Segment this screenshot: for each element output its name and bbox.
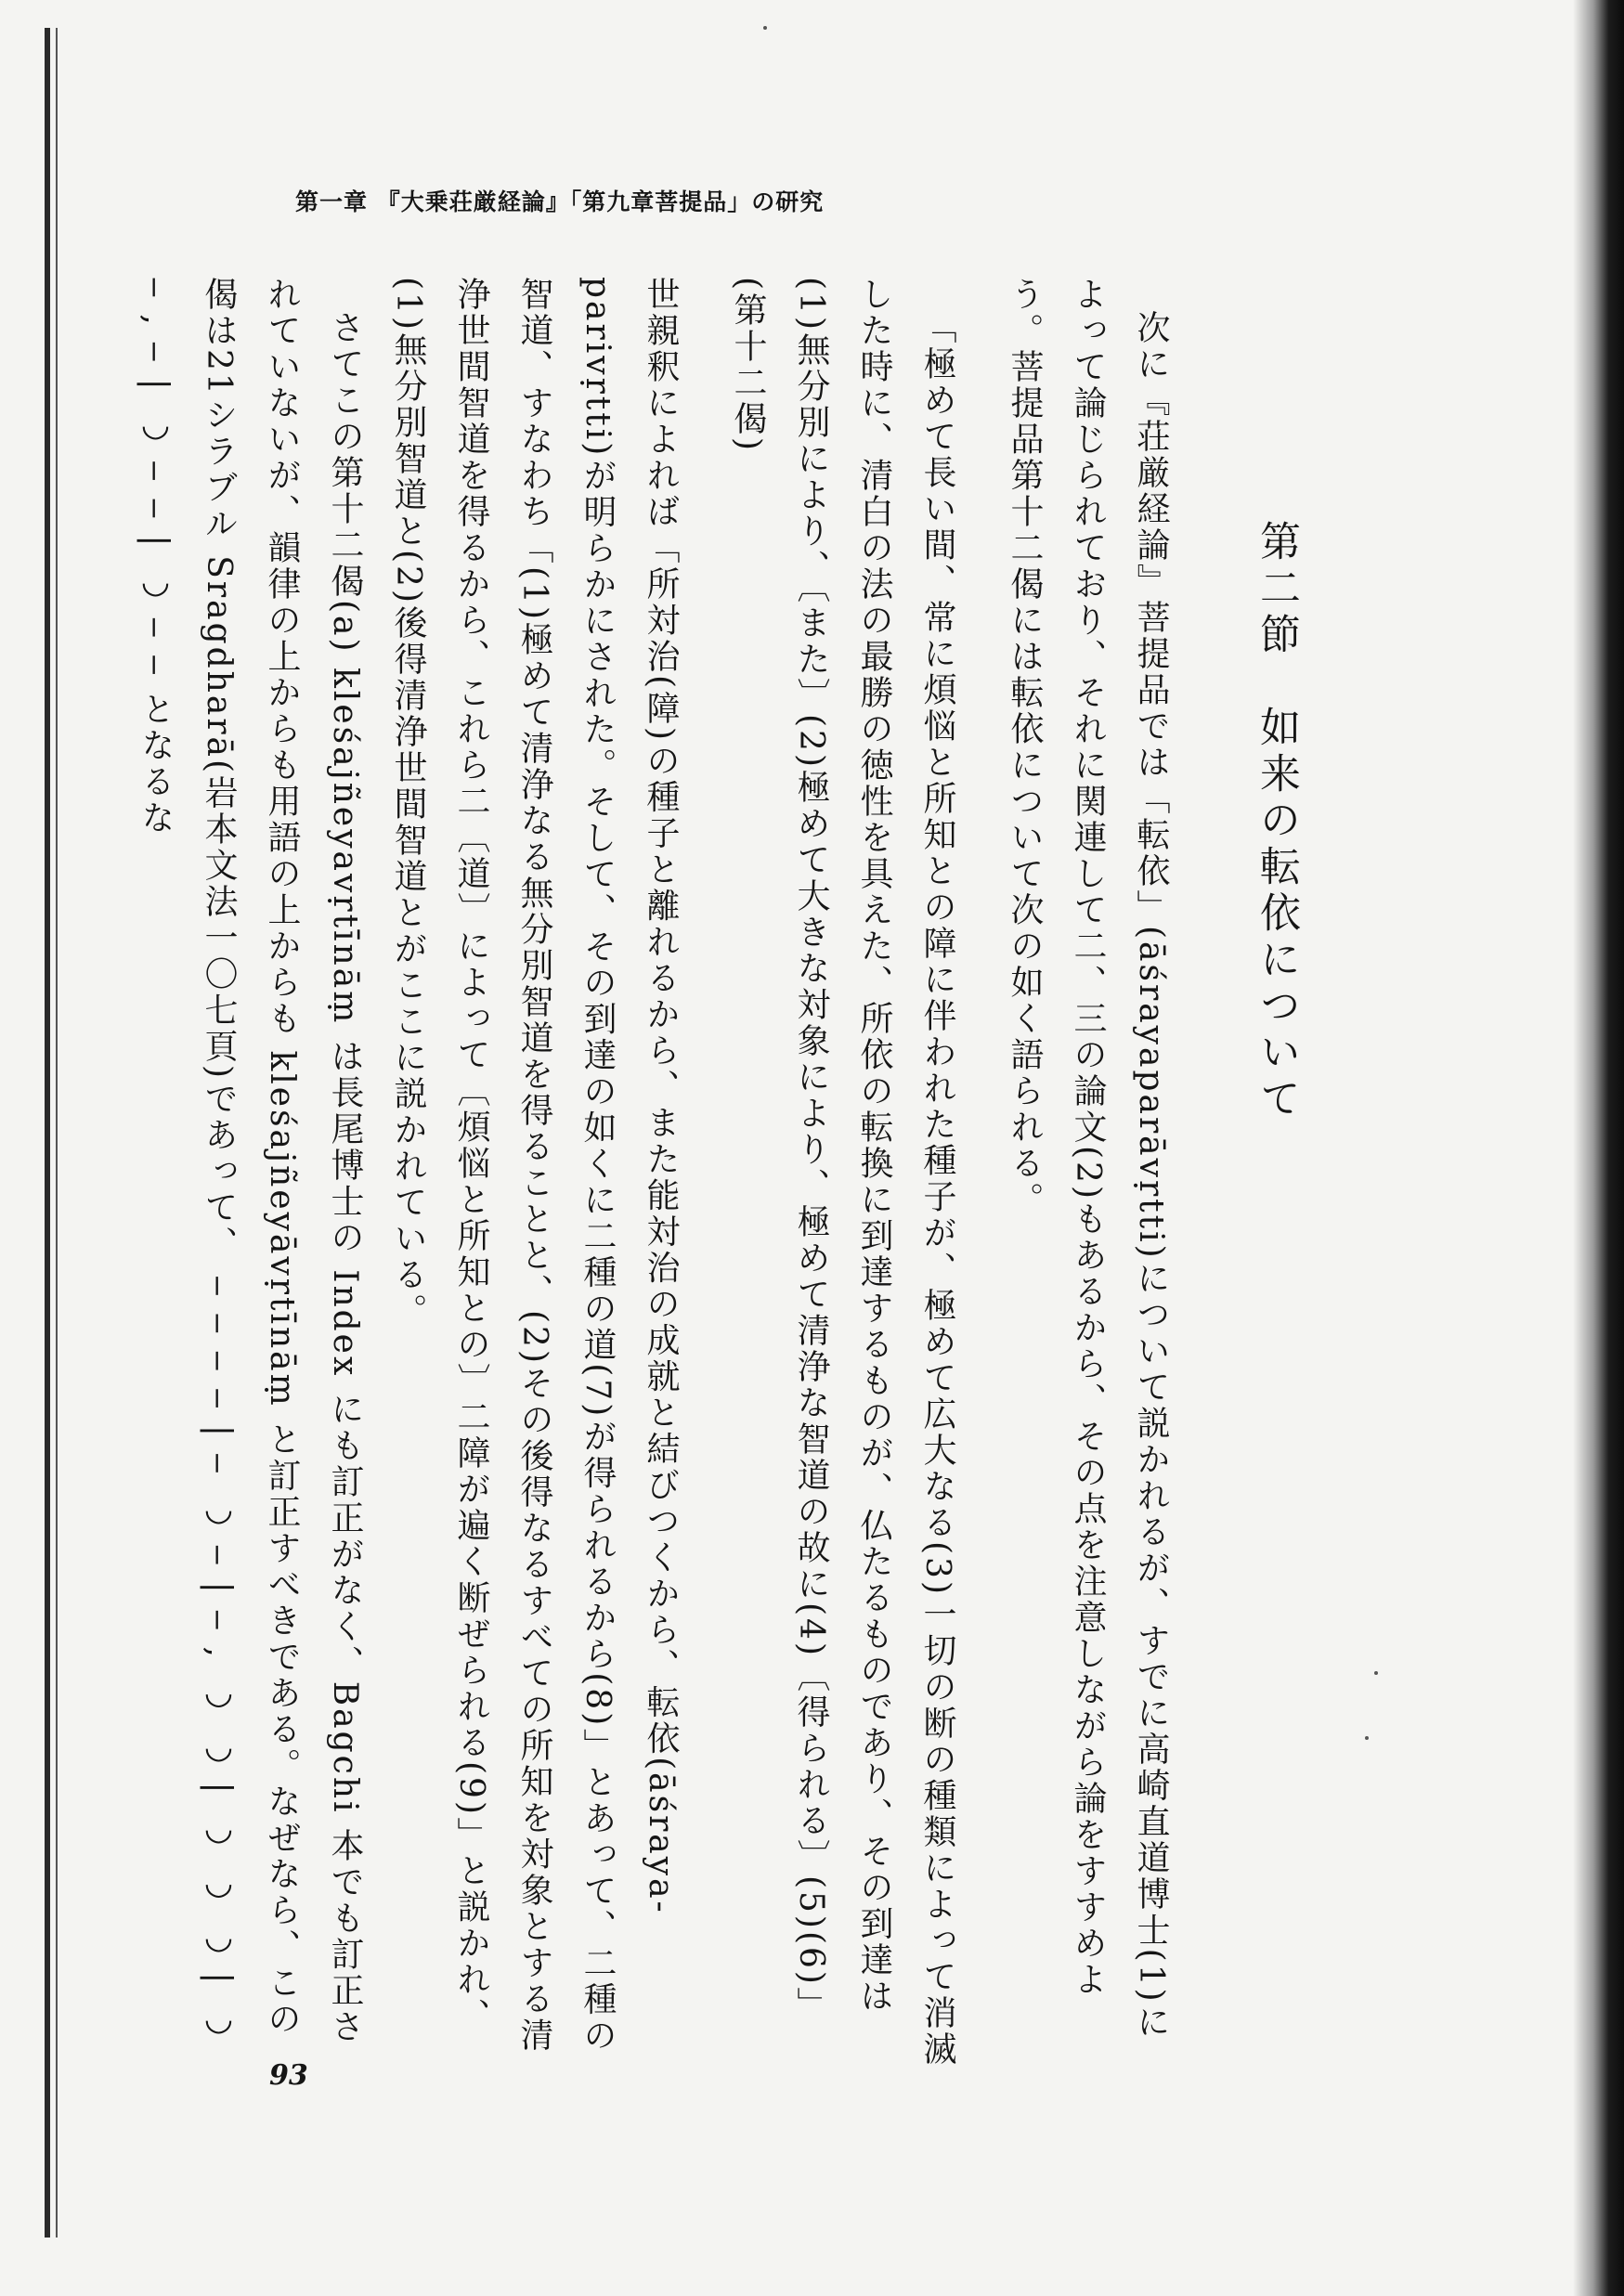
paragraph-3: 世親釈によれば「所対治(障)の種子と離れるから、また能対治の成就と結びつくから、転依(āśraya-parivṛtti)が明らかにされた。そして、その到達の如くに二種の道(7)が得られるから(8)」とあって、二種の智道、すなわち「(1)極めて清浄なる無分別智道を得ることと、(2)その後得なるすべての所知を対象とする清浄世間智道を得るから、これら二〔道〕によって〔煩悩と所知との〕二障が遍く断ぜられる(9)」と説かれ、(1)無分別智道と(2)後得清浄世間智道とがここに説かれている。 (389, 277, 680, 2055)
scan-speck (1365, 1736, 1369, 1740)
scan-speck (1374, 1671, 1378, 1675)
page-number: 93 (269, 2059, 308, 2092)
paragraph-2: 「極めて長い間、常に煩悩と所知との障に伴われた種子が、極めて広大なる(3)一切の断の種類によって消滅した時に、清白の法の最勝の徳性を具えた、所依の転換に到達するものが、仏たるものであり、その到達は(1)無分別により、〔また〕(2)極めて大きな対象により、極めて清浄な智道の故に(4)〔得られる〕(5)(6)」(第十二偈) (729, 277, 956, 2068)
scan-speck (763, 26, 767, 30)
running-header: 第一章 『大乗荘厳経論』「第九章菩提品」の研究 (295, 188, 825, 215)
section-title: 第二節 如来の転依について (1253, 520, 1300, 1123)
binding-edge-line (56, 28, 58, 2238)
body-text (136, 277, 1206, 2069)
paragraph-1: 次に『荘厳経論』菩提品では「転依」(āśrayaparāvṛtti)について説かれるが、すでに高崎直道博士(1)によって論じられており、それに関連して二、三の論文(2)もあるから、その点を注意しながら論をすすめよう。菩提品第十二偈には転依について次の如く語られる。 (1006, 277, 1170, 2041)
paragraph-4: さてこの第十二偈(a) kleśajñeyavṛtīnāṃ は長尾博士の Index にも訂正がなく、Bagchi 本でも訂正されていないが、韻律の上からも用語の上からも kleśajñeyāvṛtīnāṃ と訂正すべきである。なぜなら、この偈は21シラブル Sragdharā(岩本文法一〇七頁)であって、 ‒ ‒ ‒ ‒ | ‒ ◡ ‒ | ‒ , ◡ ◡ | ◡ ◡ ◡ | ◡ ‒ , ‒ | ◡ ‒ ‒ | ◡ ‒ ‒ となるな (136, 277, 364, 2045)
scan-shadow-edge (1573, 0, 1624, 2296)
binding-edge (45, 28, 50, 2238)
